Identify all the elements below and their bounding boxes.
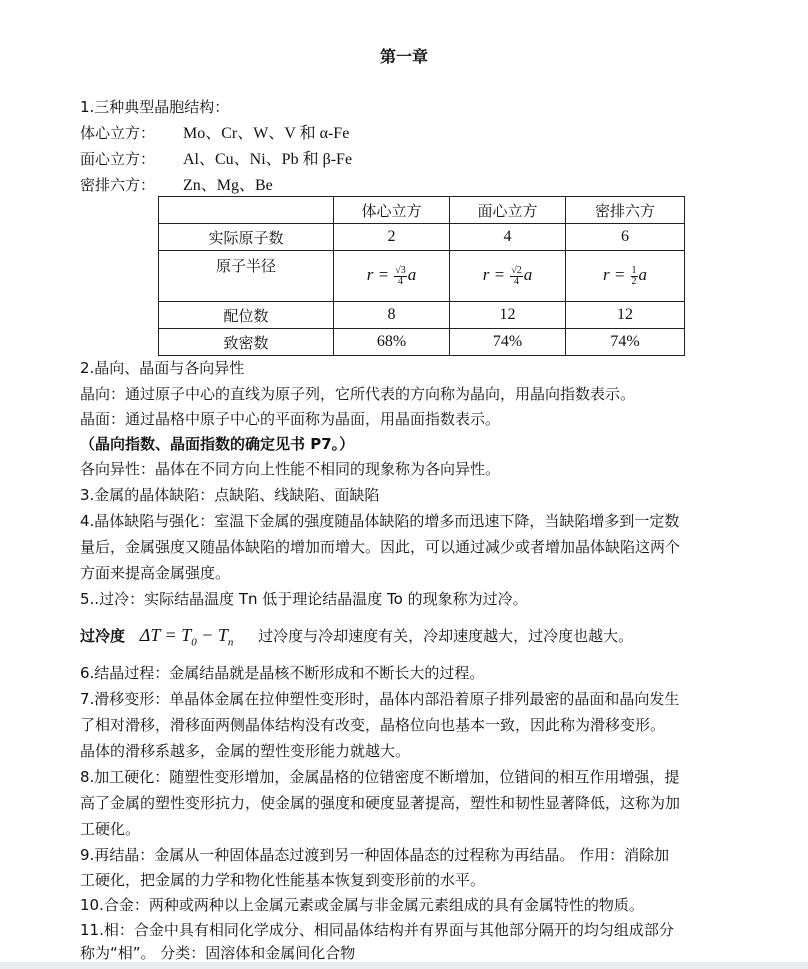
structure-metals: Al、Cu、Ni、Pb 和 β-Fe [183, 151, 353, 168]
table-row [159, 251, 685, 302]
body-line: 量后，金属强度又随晶体缺陷的增加而增大。因此，可以通过减少或者增加晶体缺陷这两个 [80, 538, 681, 556]
table-header-row [159, 197, 685, 224]
radius-formula [482, 264, 533, 287]
body-line: 7.滑移变形：单晶体金属在拉伸塑性变形时，晶体内部沿着原子排列最密的晶面和晶向发生 [80, 690, 680, 708]
formula-mid: − T [196, 625, 228, 645]
table-row [159, 329, 685, 356]
table-cell: 2 [334, 224, 450, 251]
body-line: 9.再结晶：金属从一种固体晶态过渡到另一种固体晶态的过程称为再结晶。 作用：消除加 [80, 846, 670, 864]
chapter-title: 第一章 [379, 47, 428, 66]
body-line: 工硬化，把金属的力学和物化性能基本恢复到变形前的水平。 [80, 871, 486, 889]
fraction [510, 266, 523, 287]
fraction-numerator: 1 [631, 264, 637, 276]
table-cell: 12 [566, 302, 685, 329]
structure-metals: Mo、Cr、W、V 和 α-Fe [183, 125, 350, 142]
body-line: 工硬化。 [80, 820, 141, 838]
body-line: 称为“相”。 分类：固溶体和金属间化合物 [80, 944, 356, 962]
table-cell: 配位数 [159, 302, 334, 329]
body-line: 10.合金：两种或两种以上金属元素或金属与非金属元素组成的具有金属特性的物质。 [80, 896, 644, 914]
fraction-numerator: √2 [511, 264, 522, 276]
table-cell: 74% [450, 329, 566, 356]
table-header-cell: 面心立方 [450, 197, 566, 224]
body-line: 6.结晶过程：金属结晶就是晶核不断形成和不断长大的过程。 [80, 664, 485, 682]
supercooling-label: 过冷度 [80, 627, 126, 645]
formula-lhs: ΔT = T [139, 625, 192, 645]
table-cell: 4 [450, 224, 566, 251]
formula-subscript: 0 [191, 636, 197, 649]
structure-row [80, 149, 352, 170]
fraction [631, 266, 638, 287]
table-row [159, 302, 685, 329]
formula-variable: a [407, 265, 417, 285]
formula-variable: a [523, 265, 533, 285]
body-line: 5..过冷：实际结晶温度 Tn 低于理论结晶温度 To 的现象称为过冷。 [80, 590, 528, 608]
table-cell: 实际原子数 [159, 224, 334, 251]
body-line: 高了金属的塑性变形抗力，使金属的强度和硬度显著提高，塑性和韧性显著降低，这称为加 [80, 794, 681, 812]
formula-lhs: r = [602, 265, 626, 285]
section-heading: 1.三种典型晶胞结构： [80, 98, 230, 116]
structure-row [80, 123, 349, 144]
fraction-numerator: √3 [395, 264, 406, 276]
table-cell: 74% [566, 329, 685, 356]
table-header-cell: 体心立方 [334, 197, 450, 224]
fraction-denominator: 4 [514, 275, 520, 287]
structure-label: 面心立方： [80, 150, 156, 168]
fraction [394, 266, 407, 287]
supercooling-line [80, 625, 633, 653]
body-line: 8.加工硬化：随塑性变形增加，金属晶格的位错密度不断增加，位错间的相互作用增强，提 [80, 768, 680, 786]
table-header-cell: 密排六方 [566, 197, 685, 224]
table-cell: 12 [450, 302, 566, 329]
fraction-denominator: 4 [398, 275, 404, 287]
radius-formula-cell [566, 251, 685, 302]
structure-row [80, 175, 273, 196]
body-line: 了相对滑移，滑移面两侧晶体结构没有改变，晶格位向也基本一致，因此称为滑移变形。 [80, 716, 666, 734]
supercooling-formula [139, 625, 234, 649]
supercooling-text: 过冷度与冷却速度有关，冷却速度越大，过冷度也越大。 [258, 627, 634, 645]
body-line: 晶体的滑移系越多，金属的塑性变形能力就越大。 [80, 742, 411, 760]
table-cell: 6 [566, 224, 685, 251]
radius-formula [602, 264, 648, 287]
structure-label: 密排六方： [80, 176, 156, 194]
structure-metals: Zn、Mg、Be [183, 177, 273, 194]
table-header-cell [159, 197, 334, 224]
body-line: 方面来提高金属强度。 [80, 564, 231, 582]
body-line: 11.相：合金中具有相同化学成分、相同晶体结构并有界面与其他部分隔开的均匀组成部分 [80, 921, 674, 939]
body-line: 各向异性：晶体在不同方向上性能不相同的现象称为各向异性。 [80, 460, 501, 478]
fraction-denominator: 2 [631, 275, 637, 287]
table-cell: 致密数 [159, 329, 334, 356]
formula-lhs: r = [482, 265, 506, 285]
table-cell: 68% [334, 329, 450, 356]
body-line: 2.晶向、晶面与各向异性 [80, 359, 245, 377]
table-row [159, 224, 685, 251]
formula-variable: a [638, 265, 648, 285]
body-line: 4.晶体缺陷与强化：室温下金属的强度随晶体缺陷的增多而迅速下降，当缺陷增多到一定数 [80, 512, 680, 530]
page-bottom-edge [0, 962, 808, 969]
body-line: 晶面：通过晶格中原子中心的平面称为晶面，用晶面指数表示。 [80, 410, 501, 428]
radius-formula-cell [334, 251, 450, 302]
table-cell: 8 [334, 302, 450, 329]
formula-lhs: r = [366, 265, 390, 285]
formula-subscript: n [227, 636, 234, 649]
body-line-bold: （晶向指数、晶面指数的确定见书 P7。） [80, 435, 355, 453]
body-line: 3.金属的晶体缺陷：点缺陷、线缺陷、面缺陷 [80, 486, 380, 504]
body-line: 晶向：通过原子中心的直线为原子列，它所代表的方向称为晶向，用晶向指数表示。 [80, 385, 636, 403]
radius-formula-cell [450, 251, 566, 302]
table-cell: 原子半径 [159, 251, 334, 302]
structure-label: 体心立方： [80, 124, 156, 142]
radius-formula [366, 264, 417, 287]
crystal-structure-table [158, 196, 685, 356]
